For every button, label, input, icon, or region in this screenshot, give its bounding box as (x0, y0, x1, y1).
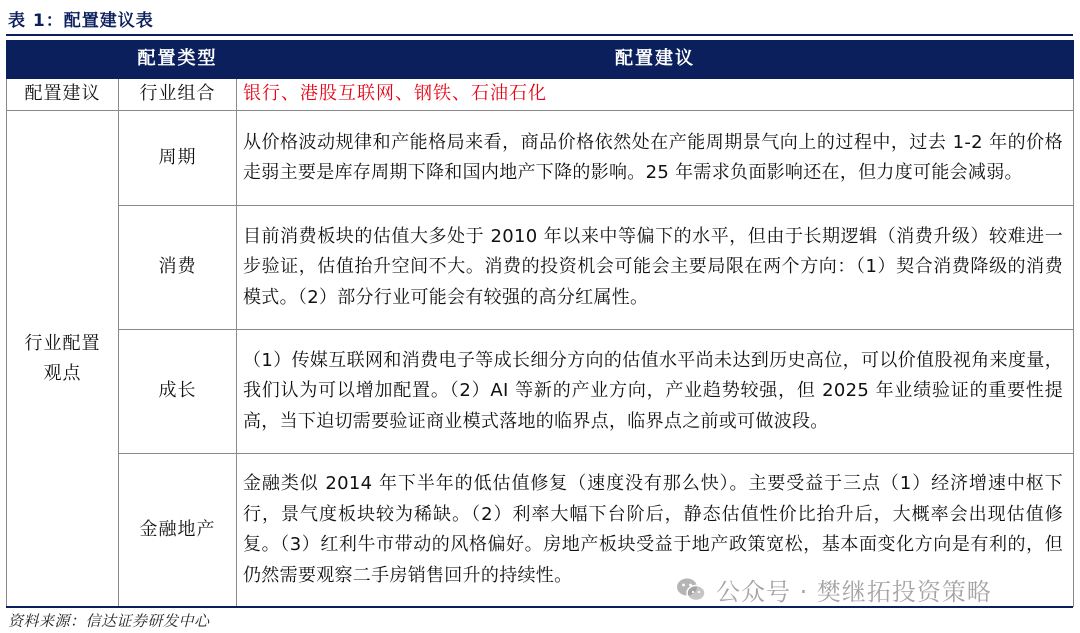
type-consumption: 消费 (119, 206, 237, 330)
table-row-growth (7, 330, 1074, 454)
header-type: 配置类型 (119, 41, 237, 79)
header-advice: 配置建议 (237, 41, 1074, 79)
bottom-rule (6, 606, 1073, 608)
advice-consumption: 目前消费板块的估值大多处于 2010 年以来中等偏下的水平，但由于长期逻辑（消费升级）较难进一步验证，估值抬升空间不大。消费的投资机会可能会主要局限在两个方向：（1）契合消费降级的消费模式。（2）部分行业可能会有较强的高分红属性。 (237, 206, 1074, 330)
combo-value: 银行、港股互联网、钢铁、石油石化 (237, 79, 1074, 111)
header-row (7, 41, 1074, 79)
table-row-consumption (7, 206, 1074, 330)
category-config-advice: 配置建议 (7, 79, 119, 111)
top-rule (6, 34, 1073, 36)
type-growth: 成长 (119, 330, 237, 454)
type-finance-realestate: 金融地产 (119, 454, 237, 607)
category-industry-view-label: 行业配置观点 (24, 332, 101, 384)
type-industry-combo: 行业组合 (119, 79, 237, 111)
watermark (676, 572, 992, 607)
allocation-table (6, 40, 1074, 607)
type-cycle: 周期 (119, 111, 237, 206)
watermark-text: 公众号 · 樊继拓投资策略 (716, 578, 992, 606)
table-row-cycle (7, 111, 1074, 206)
source-note: 资料来源：信达证券研发中心 (8, 612, 210, 630)
advice-finance-realestate: 金融类似 2014 年下半年的低估值修复（速度没有那么快）。主要受益于三点（1）经济增速中枢下行，景气度板块较为稀缺。（2）利率大幅下台阶后，静态估值性价比抬升后，大概率会出现估值修复。（3）红利牛市带动的风格偏好。房地产板块受益于地产政策宽松，基本面变化方向是有利的，但仍然需要观察二手房销售回升的持续性。 (237, 454, 1074, 607)
advice-growth: （1）传媒互联网和消费电子等成长细分方向的估值水平尚未达到历史高位，可以价值股视角来度量，我们认为可以增加配置。（2）AI 等新的产业方向，产业趋势较强，但 2025 年业绩验证的重要性提高，当下迫切需要验证商业模式落地的临界点，临界点之前或可做波段。 (237, 330, 1074, 454)
header-blank (7, 41, 119, 79)
table-row-combo (7, 79, 1074, 111)
category-industry-view (7, 111, 119, 607)
table-title: 表 1：配置建议表 (8, 11, 154, 31)
advice-cycle: 从价格波动规律和产能格局来看，商品价格依然处在产能周期景气向上的过程中，过去 1-2 年的价格走弱主要是库存周期下降和国内地产下降的影响。25 年需求负面影响还在，但力度可能会减弱。 (237, 111, 1074, 206)
wechat-icon (676, 577, 706, 603)
